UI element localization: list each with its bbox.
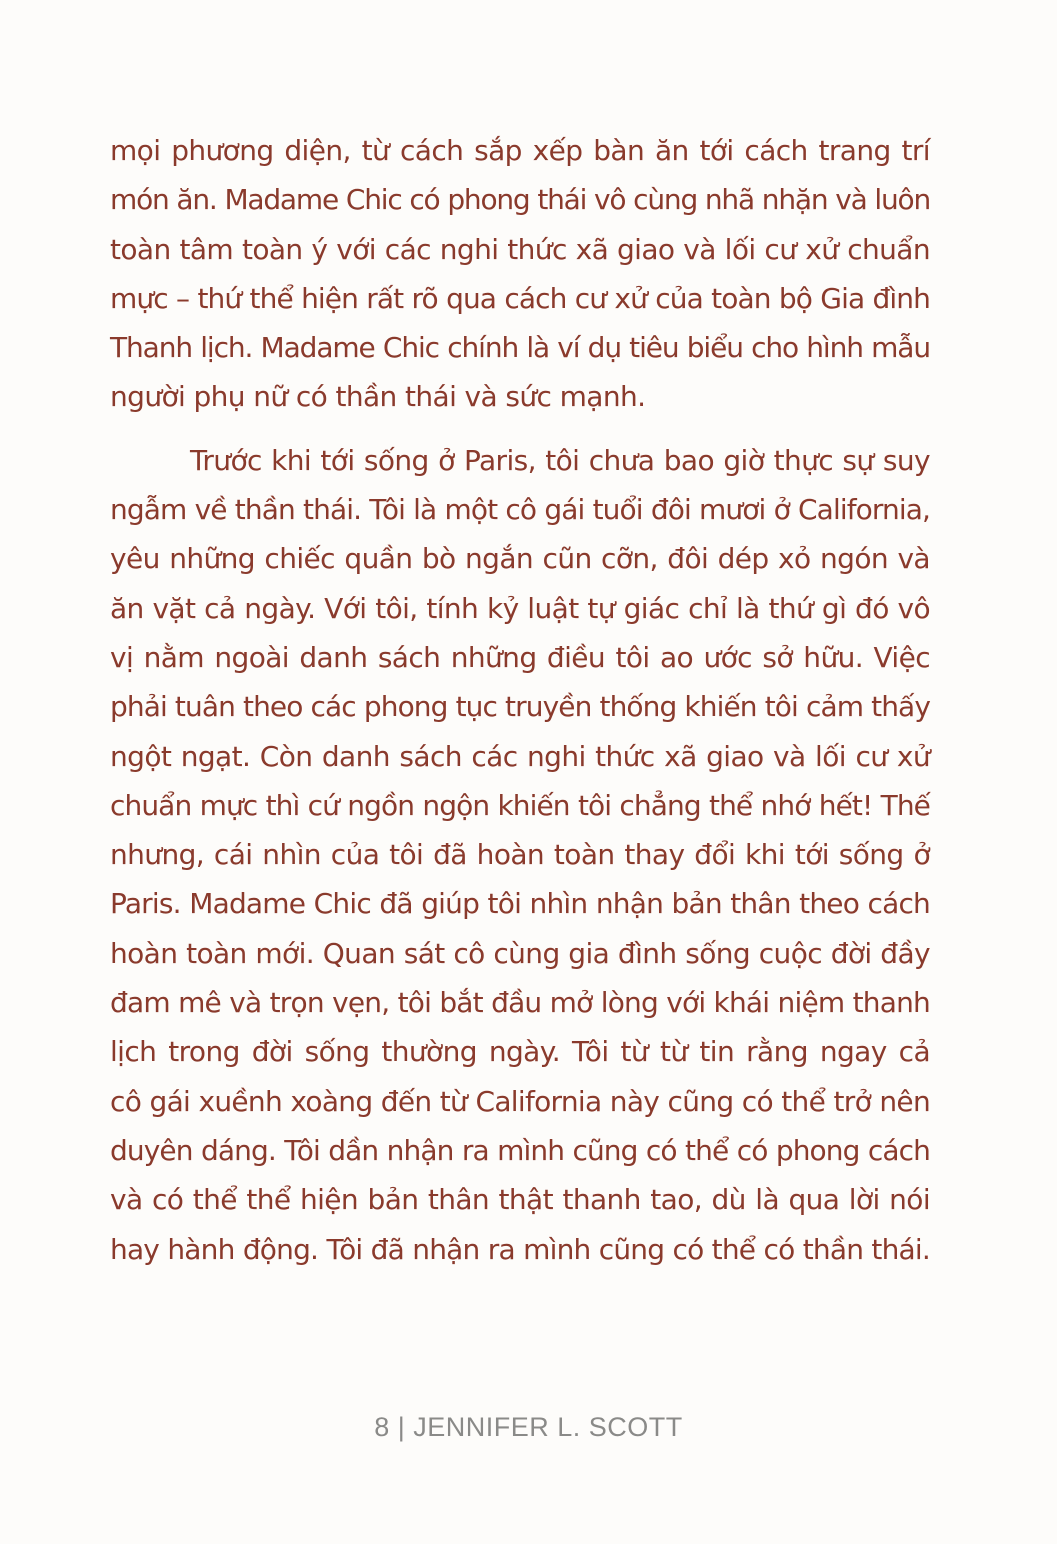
text-line: ăn vặt cả ngày. Với tôi, tính kỷ luật tự giác chỉ là thứ gì đó vô [110,591,930,625]
text-line: nhưng, cái nhìn của tôi đã hoàn toàn thay đổi khi tới sống ở [110,838,930,872]
text-line: người phụ nữ có thần thái và sức mạnh. [110,380,646,414]
text-line: vị nằm ngoài danh sách những điều tôi ao ước sở hữu. Việc [110,640,930,674]
text-line: Paris. Madame Chic đã giúp tôi nhìn nhận bản thân theo cách [110,887,930,921]
body-text [110,126,930,1274]
text-line: Trước khi tới sống ở Paris, tôi chưa bao giờ thực sự suy [190,443,930,477]
text-line: duyên dáng. Tôi dần nhận ra mình cũng có thể có phong cách [110,1133,930,1167]
paragraph-1 [110,126,930,422]
text-line: mọi phương diện, từ cách sắp xếp bàn ăn tới cách trang trí [110,134,930,167]
text-line: cô gái xuềnh xoàng đến từ California này cũng có thể trở nên [110,1084,930,1118]
text-line: lịch trong đời sống thường ngày. Tôi từ từ tin rằng ngay cả [110,1035,930,1069]
text-line: hay hành động. Tôi đã nhận ra mình cũng có thể có thần thái. [110,1232,930,1266]
text-line: ngẫm về thần thái. Tôi là một cô gái tuổi đôi mươi ở California, [110,493,930,527]
text-line: yêu những chiếc quần bò ngắn cũn cỡn, đôi dép xỏ ngón và [110,542,930,576]
text-line: đam mê và trọn vẹn, tôi bắt đầu mở lòng với khái niệm thanh [110,986,930,1020]
text-line: món ăn. Madame Chic có phong thái vô cùng nhã nhặn và luôn [110,183,930,217]
paragraph-spacer [110,422,930,436]
page-footer: 8 | JENNIFER L. SCOTT [374,1412,683,1442]
text-line: và có thể thể hiện bản thân thật thanh tao, dù là qua lời nói [110,1183,930,1217]
text-line: phải tuân theo các phong tục truyền thống khiến tôi cảm thấy [110,690,930,724]
text-line: mực – thứ thể hiện rất rõ qua cách cư xử của toàn bộ Gia đình [110,281,930,315]
text-line: ngột ngạt. Còn danh sách các nghi thức xã giao và lối cư xử [110,739,930,773]
text-line: chuẩn mực thì cứ ngồn ngộn khiến tôi chẳng thể nhớ hết! Thế [110,788,930,822]
text-line: hoàn toàn mới. Quan sát cô cùng gia đình sống cuộc đời đầy [110,936,930,970]
text-line: toàn tâm toàn ý với các nghi thức xã giao và lối cư xử chuẩn [110,232,930,266]
paragraph-2 [110,436,930,1274]
text-line: Thanh lịch. Madame Chic chính là ví dụ tiêu biểu cho hình mẫu [110,331,930,365]
